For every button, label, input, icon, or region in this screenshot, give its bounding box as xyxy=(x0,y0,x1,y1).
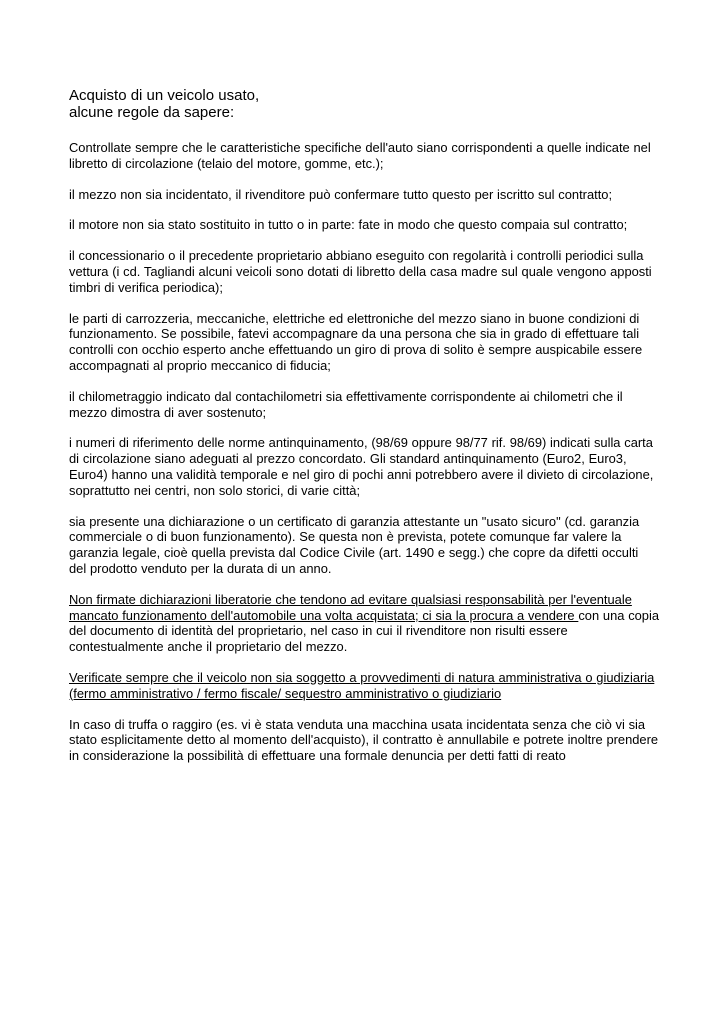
paragraph-emissions: i numeri di riferimento delle norme antinquinamento, (98/69 oppure 98/77 rif. 98/69) indicati sulla carta di circolazione siano adeguati al prezzo concordato. Gli standard antinquinamento (Euro2, Euro3, Euro4) hanno una validità temporale e nel giro di pochi anni potrebbero avere il divieto di circolazione, soprattutto nei centri, non solo storici, di varie città; xyxy=(69,435,654,498)
paragraph-accident: il mezzo non sia incidentato, il rivenditore può confermare tutto questo per iscritto sul contratto; xyxy=(69,186,613,202)
paragraph-warranty: sia presente una dichiarazione o un certificato di garanzia attestante un "usato sicuro" (cd. garanzia commerciale o di buon funzionamento). Se questa non è prevista, potete comunque far valere la garanzia legale, cioè quella prevista dal Codice Civile (art. 1490 e segg.) che copre da difetti occulti del prodotto venduto per la durata di un anno. xyxy=(69,513,640,576)
paragraph-maintenance: il concessionario o il precedente proprietario abbiano eseguito con regolarità i controlli periodici sulla vettura (i cd. Tagliandi alcuni veicoli sono dotati di libretto della casa madre sul quale vengono apposti timbri di verifica periodica); xyxy=(69,248,652,295)
paragraph-notice-liability xyxy=(69,592,659,655)
document-title xyxy=(69,87,659,121)
title-line-2: alcune regole da sapere: xyxy=(69,104,235,121)
paragraph-condition: le parti di carrozzeria, meccaniche, elettriche ed elettroniche del mezzo siano in buone condizioni di funzionamento. Se possibile, fatevi accompagnare da una persona che sia in grado di effettuare tali controlli con occhio esperto anche effettuando un giro di prova di solito è sempre auspicabile essere accompagnati al proprio meccanico di fiducia; xyxy=(69,310,643,373)
notice-liability-underlined: Non firmate dichiarazioni liberatorie che tendono ad evitare qualsiasi responsabilità per l'eventuale mancato funzionamento dell'automobile una volta acquistata; ci sia la procura a vendere xyxy=(69,591,632,623)
title-line-1: Acquisto di un veicolo usato, xyxy=(69,87,260,104)
paragraph-engine: il motore non sia stato sostituito in tutto o in parte: fate in modo che questo compaia sul contratto; xyxy=(69,217,628,233)
paragraph-mileage: il chilometraggio indicato dal contachilometri sia effettivamente corrispondente ai chilometri che il mezzo dimostra di aver sostenuto; xyxy=(69,388,623,420)
paragraph-specifications: Controllate sempre che le caratteristiche specifiche dell'auto siano corrispondenti a quelle indicate nel libretto di circolazione (telaio del motore, gomme, etc.); xyxy=(69,140,651,171)
notice-verify-underlined: Verificate sempre che il veicolo non sia soggetto a provvedimenti di natura amministrativa o giudiziaria (fermo amministrativo / fermo fiscale/ sequestro amministrativo o giudiziario xyxy=(69,669,655,701)
paragraph-notice-verify xyxy=(69,670,659,702)
paragraph-closing: In caso di truffa o raggiro (es. vi è stata venduta una macchina usata incidentata senza che ciò vi sia stato esplicitamente detto al momento dell'acquisto), il contratto è annullabile e potrete inoltre prendere in considerazione la possibilità di effettuare una formale denuncia per detti fatti di reato xyxy=(69,716,659,764)
notice-liability-rest: con una copia del documento di identità del proprietario, nel caso in cui il rivenditore non risulti essere contestualmente anche il proprietario del mezzo. xyxy=(69,607,660,655)
document-page xyxy=(69,87,659,779)
